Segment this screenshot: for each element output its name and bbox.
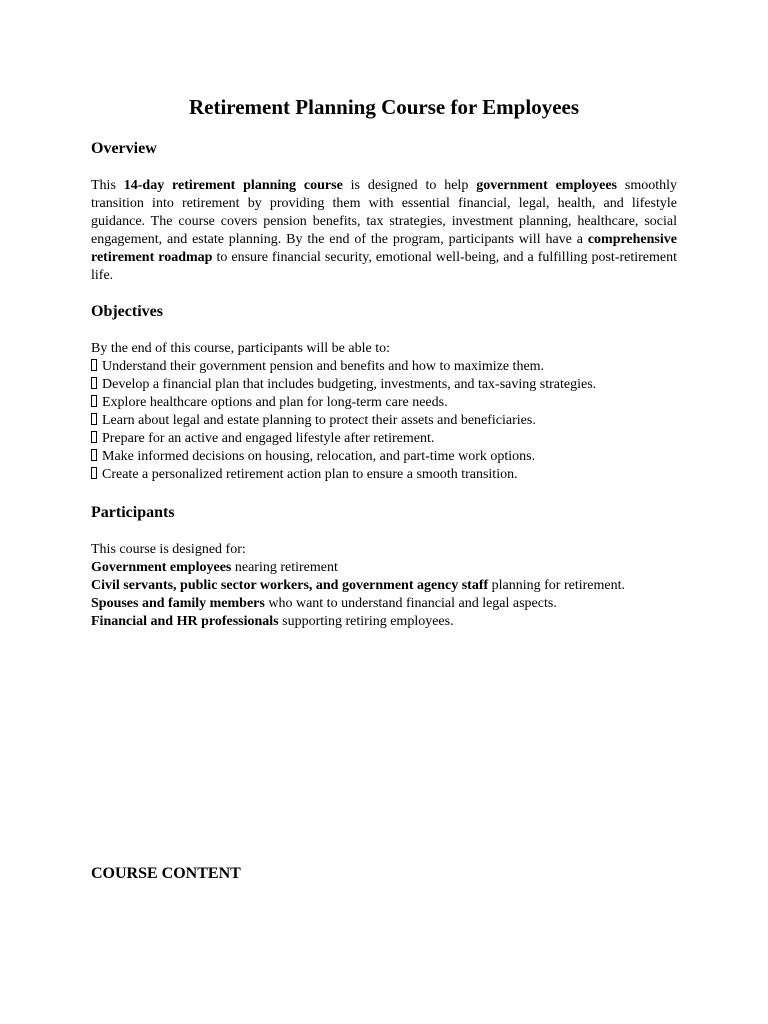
missing-glyph-box-icon <box>91 467 97 479</box>
list-item <box>91 595 677 613</box>
missing-glyph-box-icon <box>91 413 97 425</box>
list-item <box>91 394 677 412</box>
participants-intro: This course is designed for: <box>91 542 246 557</box>
participant-bold: Government employees <box>91 560 232 575</box>
list-item <box>91 376 677 394</box>
missing-glyph-box-icon <box>91 431 97 443</box>
objective-text: Explore healthcare options and plan for long-term care needs. <box>102 395 448 410</box>
participant-bold: Civil servants, public sector workers, and government agency staff <box>91 578 489 593</box>
missing-glyph-box-icon <box>91 449 97 461</box>
objective-text: Learn about legal and estate planning to protect their assets and beneficiaries. <box>102 413 536 428</box>
list-item <box>91 358 677 376</box>
objective-text: Make informed decisions on housing, relocation, and part-time work options. <box>102 449 536 464</box>
list-item <box>91 412 677 430</box>
overview-text-2: is designed to help <box>342 178 477 193</box>
missing-glyph-box-icon <box>91 395 97 407</box>
participant-bold: Financial and HR professionals <box>91 614 279 629</box>
overview-bold-course: 14-day retirement planning course <box>123 178 343 193</box>
objective-text: Understand their government pension and benefits and how to maximize them. <box>102 359 545 374</box>
objective-text: Prepare for an active and engaged lifestyle after retirement. <box>102 431 435 446</box>
overview-text-3: smoothly transition into retirement by providing them with essential financial, legal, health, and lifestyle guidance. The course covers pension benefits, tax strategies, investment planning, healthcare, social engagement, and estate planning. By the end of the program, participants will have a <box>91 178 677 247</box>
list-item <box>91 559 677 577</box>
overview-text-1: This <box>91 178 124 193</box>
objective-text: Create a personalized retirement action plan to ensure a smooth transition. <box>102 467 518 482</box>
missing-glyph-box-icon <box>91 377 97 389</box>
objectives-list <box>91 340 677 484</box>
list-item <box>91 430 677 448</box>
participants-heading: Participants <box>91 504 175 521</box>
list-item <box>91 613 677 631</box>
participants-list <box>91 541 677 631</box>
objectives-intro: By the end of this course, participants will be able to: <box>91 341 390 356</box>
overview-heading: Overview <box>91 140 157 157</box>
list-item <box>91 448 677 466</box>
missing-glyph-box-icon <box>91 359 97 371</box>
list-item <box>91 466 677 484</box>
participant-text: nearing retirement <box>231 560 338 575</box>
participant-text: who want to understand financial and legal aspects. <box>264 596 557 611</box>
participant-text: planning for retirement. <box>488 578 625 593</box>
objective-text: Develop a financial plan that includes budgeting, investments, and tax-saving strategies. <box>102 377 597 392</box>
participant-bold: Spouses and family members <box>91 596 265 611</box>
overview-text-4: to ensure financial security, emotional well-being, and a fulfilling post-retirement life. <box>91 250 678 283</box>
list-item <box>91 577 677 595</box>
document-title: Retirement Planning Course for Employees <box>188 95 580 119</box>
overview-bold-roadmap: comprehensive retirement roadmap <box>91 232 677 265</box>
overview-bold-employees: government employees <box>476 178 618 193</box>
overview-paragraph <box>91 177 677 285</box>
course-content-heading: COURSE CONTENT <box>91 865 241 882</box>
objectives-heading: Objectives <box>91 303 163 320</box>
participant-text: supporting retiring employees. <box>278 614 454 629</box>
